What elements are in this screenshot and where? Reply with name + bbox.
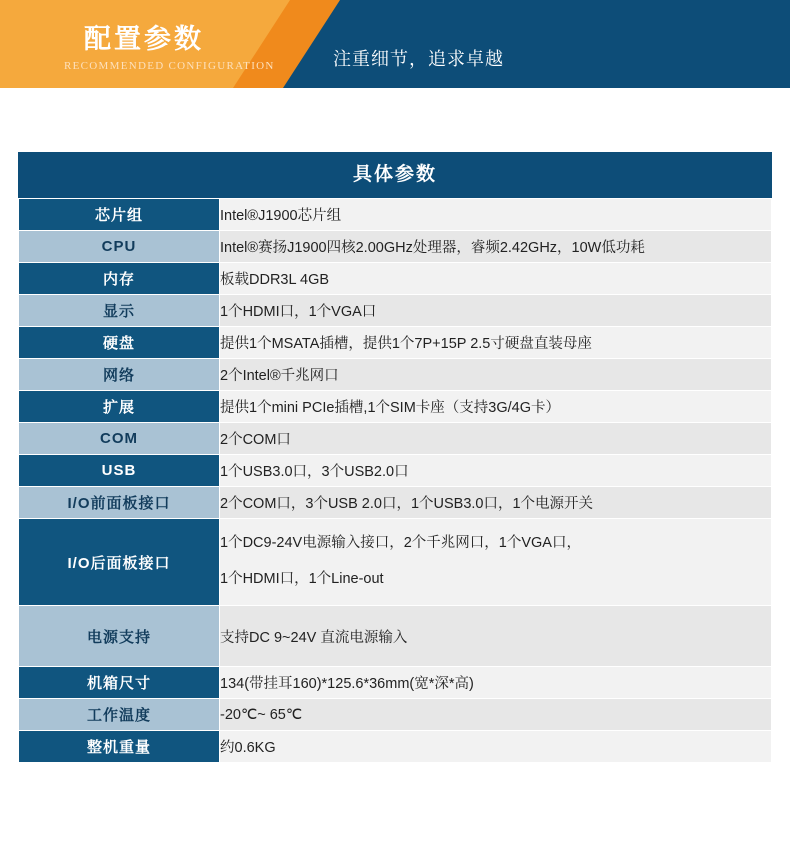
spec-value-cell: 1个USB3.0口，3个USB2.0口 xyxy=(220,455,772,487)
table-row xyxy=(19,699,772,731)
spec-value-cell: Intel®赛扬J1900四核2.00GHz处理器，睿频2.42GHz，10W低功耗 xyxy=(220,231,772,263)
spec-label-cell: 工作温度 xyxy=(19,699,220,731)
table-row xyxy=(19,359,772,391)
spec-value-cell: 约0.6KG xyxy=(220,731,772,763)
spec-value-cell: 2个COM口 xyxy=(220,423,772,455)
spec-label-cell: 网络 xyxy=(19,359,220,391)
table-row xyxy=(19,391,772,423)
spec-value-cell: 提供1个mini PCIe插槽,1个SIM卡座（支持3G/4G卡） xyxy=(220,391,772,423)
spec-value-cell xyxy=(220,519,772,606)
table-row xyxy=(19,423,772,455)
table-row xyxy=(19,199,772,231)
spec-label-cell: 机箱尺寸 xyxy=(19,667,220,699)
spec-value-cell: 2个COM口，3个USB 2.0口，1个USB3.0口，1个电源开关 xyxy=(220,487,772,519)
table-row xyxy=(19,455,772,487)
table-row xyxy=(19,519,772,606)
spec-label-cell: 整机重量 xyxy=(19,731,220,763)
spec-value-line: 1个HDMI口，1个Line-out xyxy=(220,571,384,587)
spec-label-cell: USB xyxy=(19,455,220,487)
spec-value-cell: 支持DC 9~24V 直流电源输入 xyxy=(220,606,772,667)
spec-label-cell: COM xyxy=(19,423,220,455)
spec-value-cell: 1个HDMI口，1个VGA口 xyxy=(220,295,772,327)
banner-slogan: 注重细节，追求卓越 xyxy=(333,49,504,69)
table-row xyxy=(19,731,772,763)
spec-value-cell: -20℃~ 65℃ xyxy=(220,699,772,731)
spec-table-container xyxy=(18,152,772,763)
table-row xyxy=(19,487,772,519)
banner-title-en: RECOMMENDED CONFIGURATION xyxy=(64,60,275,72)
table-row xyxy=(19,295,772,327)
spec-label-cell: 电源支持 xyxy=(19,606,220,667)
spec-label-cell: 显示 xyxy=(19,295,220,327)
spec-label-cell: 扩展 xyxy=(19,391,220,423)
spec-label-cell: 硬盘 xyxy=(19,327,220,359)
table-row xyxy=(19,263,772,295)
spec-value-cell: 提供1个MSATA插槽，提供1个7P+15P 2.5寸硬盘直装母座 xyxy=(220,327,772,359)
spec-table-header: 具体参数 xyxy=(18,152,772,198)
spec-value-cell: 板载DDR3L 4GB xyxy=(220,263,772,295)
spec-value-cell: 134(带挂耳160)*125.6*36mm(宽*深*高) xyxy=(220,667,772,699)
spec-value-line: 1个DC9-24V电源输入接口，2个千兆网口，1个VGA口， xyxy=(220,535,581,552)
banner-title-cn: 配置参数 xyxy=(84,24,204,54)
table-row xyxy=(19,667,772,699)
table-row xyxy=(19,327,772,359)
spec-label-cell: CPU xyxy=(19,231,220,263)
spec-table xyxy=(18,198,772,763)
table-row xyxy=(19,606,772,667)
spec-value-multiline xyxy=(220,527,771,597)
page-banner xyxy=(0,0,790,88)
spec-label-cell: 芯片组 xyxy=(19,199,220,231)
spec-value-cell: 2个Intel®千兆网口 xyxy=(220,359,772,391)
table-row xyxy=(19,231,772,263)
spec-label-cell: I/O前面板接口 xyxy=(19,487,220,519)
spec-label-cell: I/O后面板接口 xyxy=(19,519,220,606)
spec-label-cell: 内存 xyxy=(19,263,220,295)
spec-value-cell: Intel®J1900芯片组 xyxy=(220,199,772,231)
